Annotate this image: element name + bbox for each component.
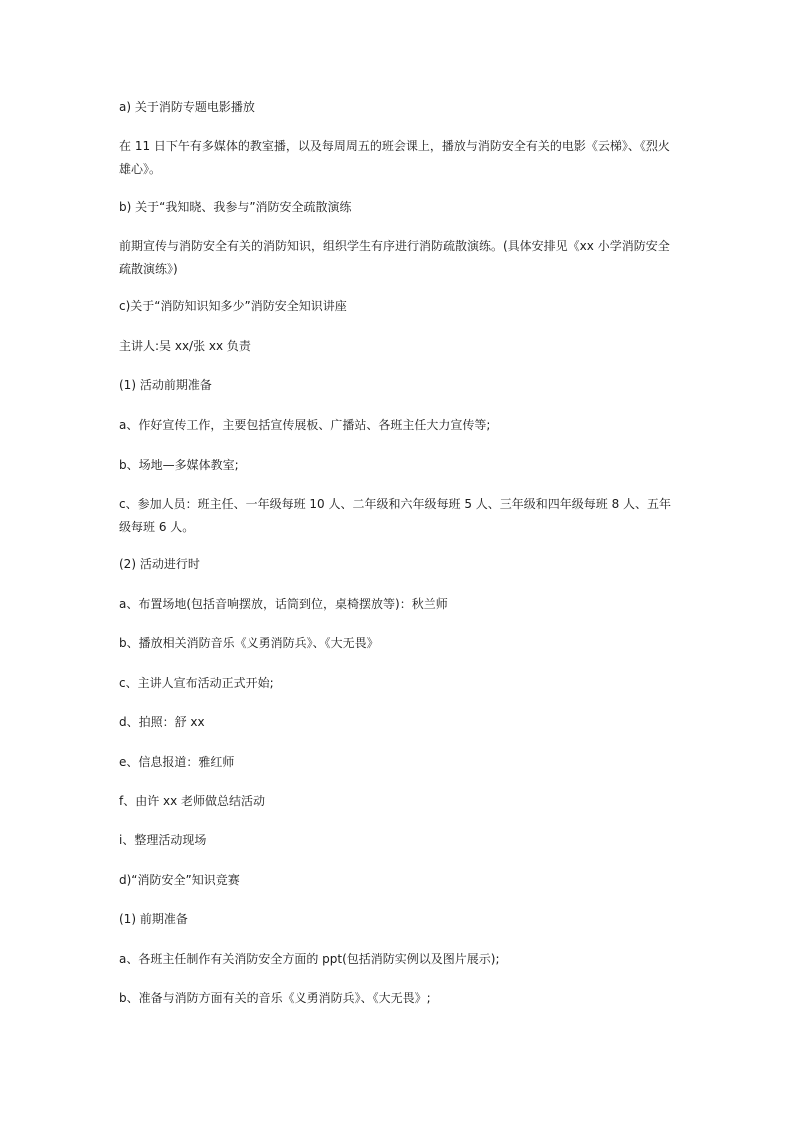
speaker-line: 主讲人:吴 xx/张 xx 负责 xyxy=(119,339,251,353)
section-a-body: 在 11 日下午有多媒体的教室播，以及每周周五的班会课上，播放与消防安全有关的电影《云梯》、《烈火雄心》。 xyxy=(119,139,670,176)
section-b-body: 前期宣传与消防安全有关的消防知识，组织学生有序进行消防疏散演练。(具体安排见《xx 小学消防安全疏散演练》) xyxy=(119,239,670,276)
section-b-heading: b) 关于“我知晓、我参与”消防安全疏散演练 xyxy=(119,200,352,214)
list-item: d、拍照：舒 xx xyxy=(119,715,205,729)
list-item: b、场地—多媒体教室; xyxy=(119,458,239,472)
subsection-heading: (1) 活动前期准备 xyxy=(119,378,212,392)
list-item: a、作好宣传工作，主要包括宣传展板、广播站、各班主任大力宣传等; xyxy=(119,418,491,432)
section-c-heading: c)关于“消防知识知多少”消防安全知识讲座 xyxy=(119,299,347,313)
list-item: a、各班主任制作有关消防安全方面的 ppt(包括消防实例以及图片展示); xyxy=(119,952,500,966)
list-item: b、播放相关消防音乐《义勇消防兵》、《大无畏》 xyxy=(119,636,379,650)
section-a-heading: a) 关于消防专题电影播放 xyxy=(119,100,255,114)
list-item: f、由许 xx 老师做总结活动 xyxy=(119,794,266,808)
subsection-heading: (1) 前期准备 xyxy=(119,912,188,926)
list-item: c、参加人员：班主任、一年级每班 10 人、二年级和六年级每班 5 人、三年级和四年级每班 8 人、五年级每班 6 人。 xyxy=(119,497,672,534)
subsection-heading: (2) 活动进行时 xyxy=(119,557,200,571)
list-item: c、主讲人宣布活动正式开始; xyxy=(119,676,274,690)
list-item: i、整理活动现场 xyxy=(119,833,207,847)
section-d-heading: d)“消防安全”知识竞赛 xyxy=(119,873,240,887)
list-item: b、准备与消防方面有关的音乐《义勇消防兵》、《大无畏》; xyxy=(119,991,431,1005)
list-item: a、布置场地(包括音响摆放，话筒到位，桌椅摆放等)：秋兰师 xyxy=(119,597,448,611)
list-item: e、信息报道：雅红师 xyxy=(119,755,235,769)
